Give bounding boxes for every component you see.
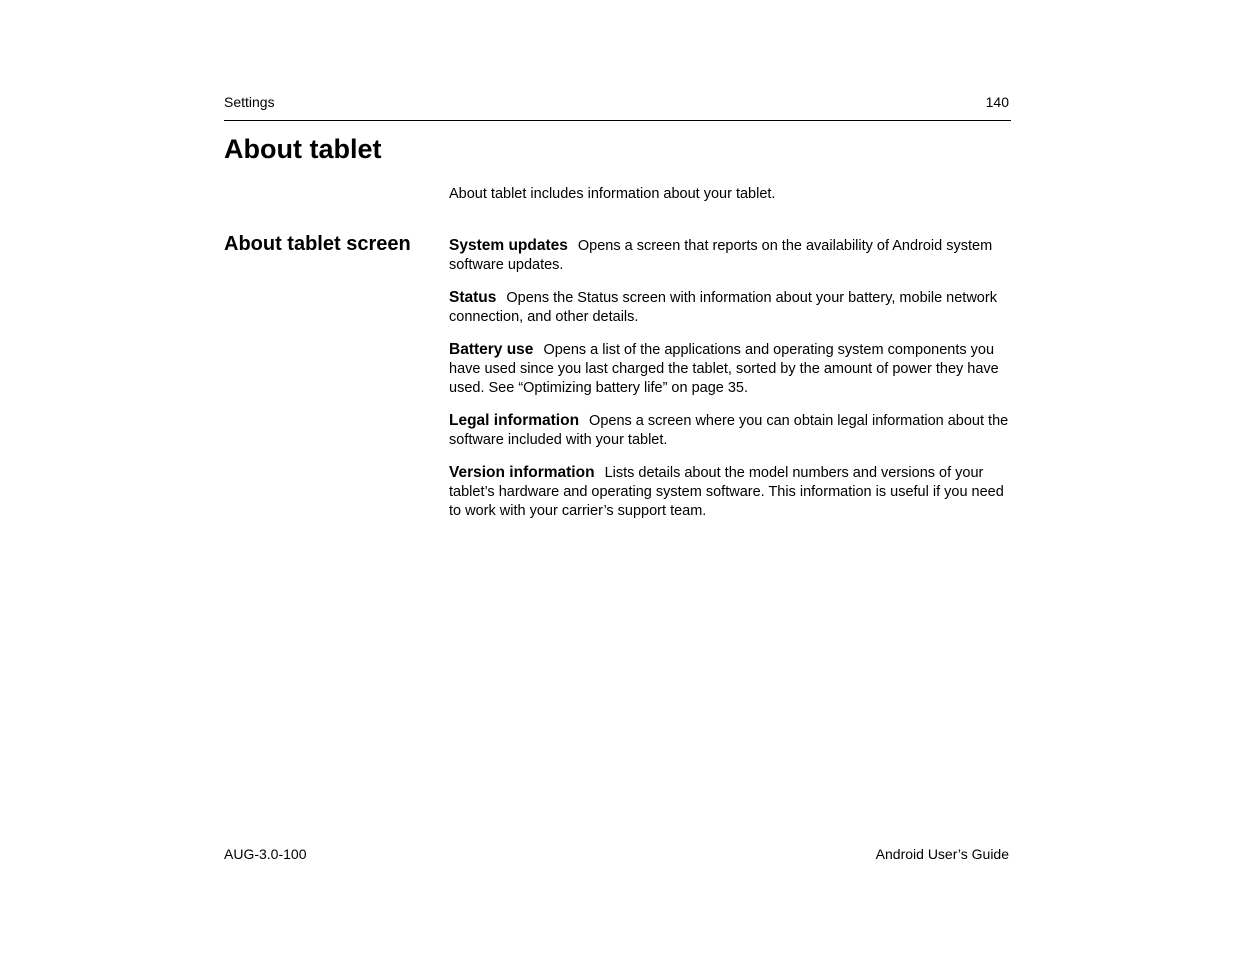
item-description: Lists details about the model numbers and versions of your tablet’s hardware and operating system software. This information is useful if you need to work with your carrier’s support team. [449, 465, 1004, 519]
header-divider [224, 120, 1011, 121]
document-page [224, 0, 1011, 954]
footer-doc-id: AUG-3.0-100 [224, 846, 307, 862]
list-item [449, 463, 1011, 521]
header-page-number: 140 [985, 94, 1009, 110]
list-item [449, 340, 1011, 398]
section-heading: About tablet screen [224, 233, 411, 255]
item-term: Version information [449, 464, 595, 481]
header-section-label: Settings [224, 94, 275, 110]
item-description: Opens a list of the applications and operating system components you have used since you last charged the tablet, sorted by the amount of power they have used. See “Optimizing battery life” on page 35. [449, 342, 999, 396]
intro-paragraph: About tablet includes information about your tablet. [449, 186, 776, 202]
item-term: Legal information [449, 412, 580, 429]
item-description: Opens a screen where you can obtain legal information about the software included with your tablet. [449, 413, 1009, 448]
item-term: Status [449, 289, 497, 306]
list-item [449, 411, 1011, 450]
item-term: System updates [449, 237, 568, 254]
definition-list [449, 236, 1011, 534]
list-item [449, 236, 1011, 275]
page-title: About tablet [224, 134, 382, 164]
item-term: Battery use [449, 341, 534, 358]
item-description: Opens a screen that reports on the availability of Android system software updates. [449, 238, 993, 273]
list-item [449, 288, 1011, 327]
item-description: Opens the Status screen with information about your battery, mobile network connection, and other details. [449, 290, 997, 325]
footer-doc-title: Android User’s Guide [875, 846, 1009, 862]
